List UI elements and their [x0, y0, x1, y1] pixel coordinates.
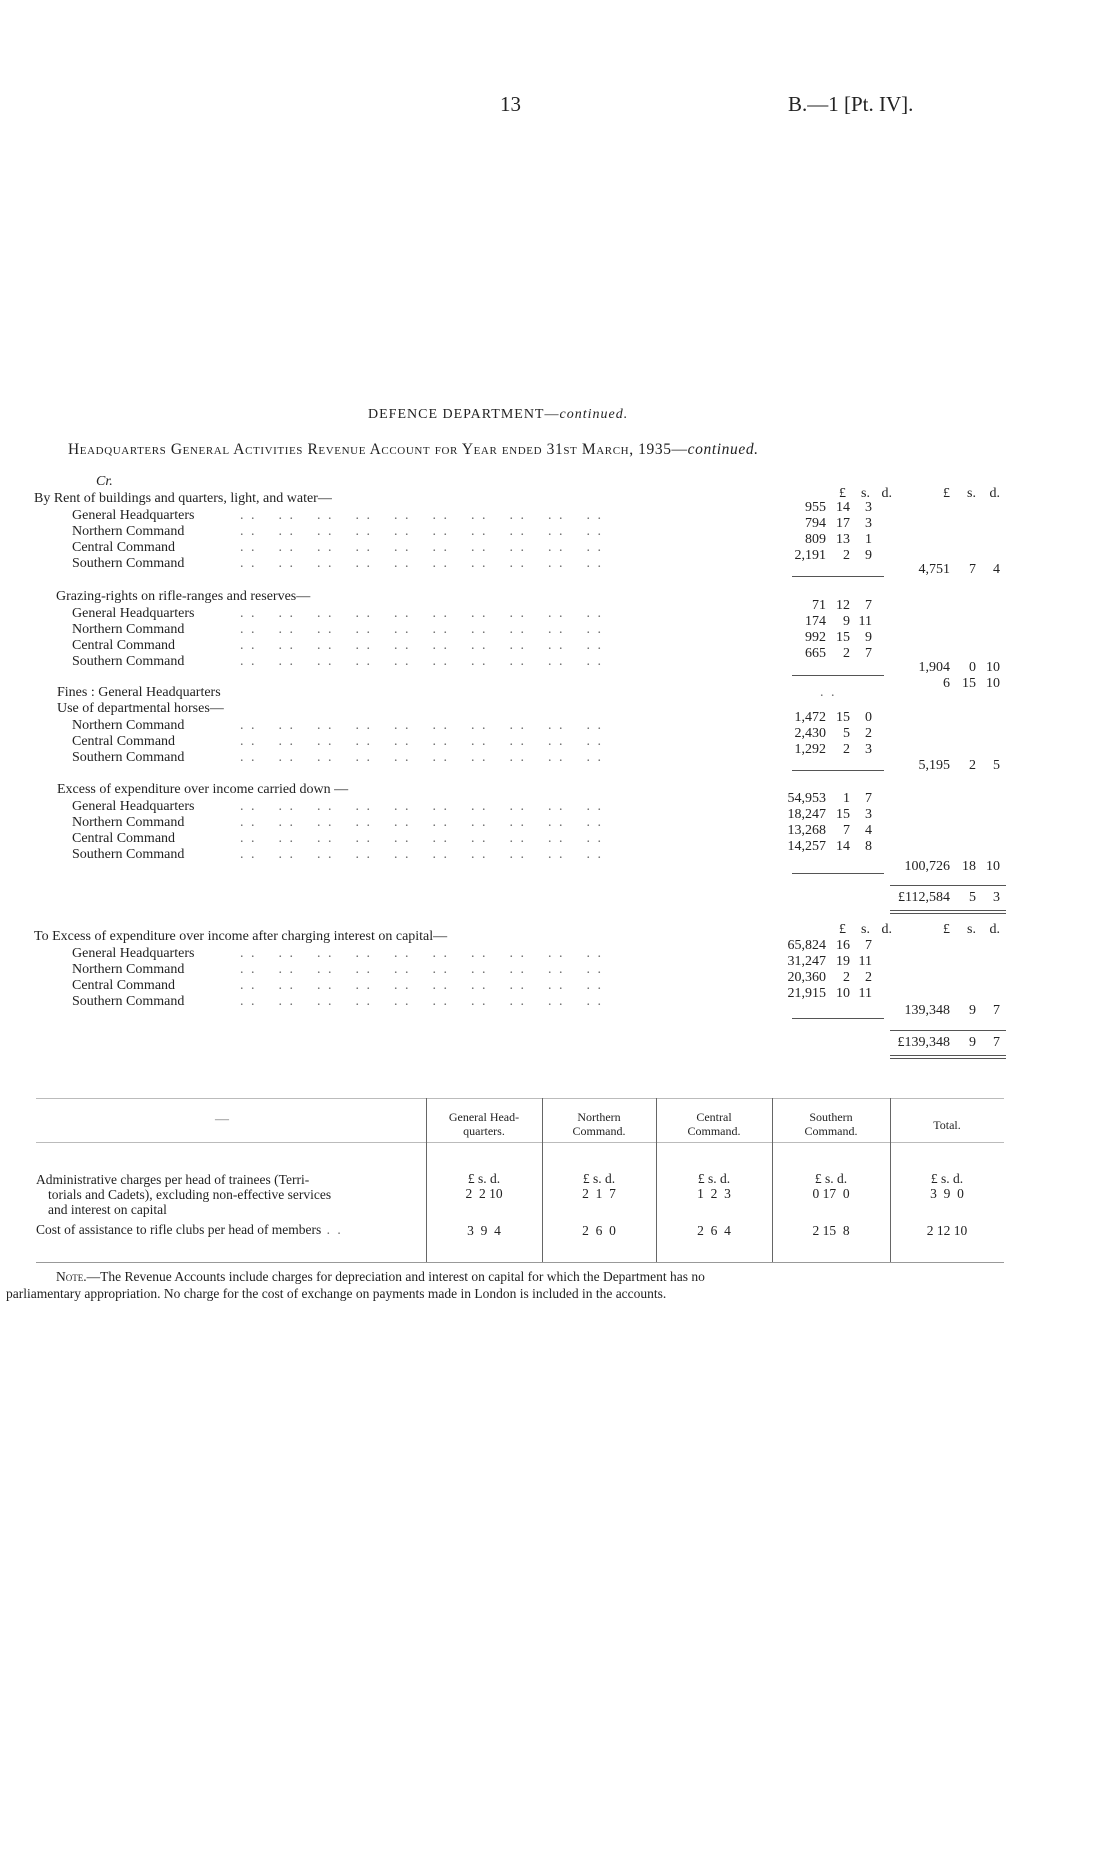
leader-dots: . . . . . . . . . . . . . . . . . . . . [240, 556, 603, 571]
subtotal-fines: 6 15 10 [943, 676, 1000, 691]
leader-dots: . . . . . . . . . . . . . . . . . . . . [240, 978, 603, 993]
section-heading-horses: Use of departmental horses— [57, 701, 224, 716]
leader-dots: . . . . . . . . . . . . . . . . . . . . [240, 622, 603, 637]
table-column-header: Central Command. [687, 1110, 741, 1138]
line-item-amount: 2,430 5 2 [794, 726, 872, 741]
line-item-amount: 809 13 1 [805, 532, 872, 547]
line-item-amount: 65,824 16 7 [787, 938, 872, 953]
line-item-amount: 31,247 19 11 [787, 954, 872, 969]
line-item-label: Southern Command [72, 750, 185, 765]
cr-label: Cr. [96, 474, 113, 489]
leader-dots: . . . . . . . . . . . . . . . . . . . . [240, 847, 603, 862]
note-line-2: parliamentary appropriation. No charge for the cost of exchange on payments made in London is included in the accounts. [6, 1286, 667, 1301]
table-divider-1 [426, 1098, 427, 1262]
leader-dots: . . . . . . . . . . . . . . . . . . . . [240, 799, 603, 814]
leader-dots: . . . . . . . . . . . . . . . . . . . . [240, 750, 603, 765]
leader-dots: . . . . . . . . . . . . . . . . . . . . [240, 508, 603, 523]
leader-dots: . . . . . . . . . . . . . . . . . . . . [240, 815, 603, 830]
line-item-amount: 992 15 9 [805, 630, 872, 645]
subtotal-excess-carried: 100,726 18 10 [904, 859, 1000, 874]
line-item-label: Southern Command [72, 556, 185, 571]
total-rule-bottom-2 [890, 913, 1006, 914]
table-cell-admin: 2 2 10 [465, 1186, 503, 1201]
column-heads-items: £ s. d. [839, 486, 892, 501]
leader-dots: . . . . . . . . . . . . . . . . . . . . [240, 606, 603, 621]
table-divider-5 [890, 1098, 891, 1262]
document-reference: B.—1 [Pt. IV]. [788, 92, 914, 116]
stats-row-label-admin: Administrative charges per head of trainees (Terri- torials and Cadets), excluding non-effective services and interest on capital [36, 1172, 332, 1217]
subtotal-rule-grazing [792, 675, 884, 676]
table-cell-admin: 2 1 7 [582, 1186, 616, 1201]
subtotal-rule-rent [792, 576, 884, 577]
table-unit-heads: £ s. d. [582, 1171, 616, 1186]
subtotal-rule-excess [792, 873, 884, 874]
table-unit-heads: £ s. d. [697, 1171, 731, 1186]
total-rule-top-2 [890, 1030, 1006, 1031]
table-unit-heads: £ s. d. [930, 1171, 964, 1186]
line-item-label: Northern Command [72, 622, 185, 637]
table-cell-admin: 0 17 0 [812, 1186, 850, 1201]
line-item-label: Central Command [72, 978, 176, 993]
total-rule-bottom-1 [890, 910, 1006, 911]
table-column-header: Southern Command. [804, 1110, 858, 1138]
line-item-amount: 2,191 2 9 [794, 548, 872, 563]
leader-dots: . . . . . . . . . . . . . . . . . . . . [240, 946, 603, 961]
line-item-amount: 14,257 14 8 [787, 839, 872, 854]
line-item-amount: 1,292 2 3 [794, 742, 872, 757]
subtotal-rent: 4,751 7 4 [918, 562, 1000, 577]
note-line-1: Note.—The Revenue Accounts include charges for depreciation and interest on capital for which the Department has no [56, 1269, 705, 1284]
leader-dots: . . . . . . . . . . . . . . . . . . . . [240, 994, 603, 1009]
line-item-label: General Headquarters [72, 606, 195, 621]
table-column-header: General Head- quarters. [448, 1110, 520, 1138]
table-head-rule [36, 1142, 1004, 1143]
table-cell-rifle: 2 6 0 [582, 1223, 616, 1238]
column-heads-totals-2: £ s. d. [943, 922, 1000, 937]
table-cell-rifle: 3 9 4 [467, 1223, 501, 1238]
line-item-label: Central Command [72, 831, 176, 846]
subtotal-to-excess: 139,348 9 7 [904, 1003, 1000, 1018]
table-cell-rifle: 2 12 10 [926, 1223, 968, 1238]
subtotal-rule-horses [792, 770, 884, 771]
stats-row-label-rifle: Cost of assistance to rifle clubs per head of members . . [36, 1222, 343, 1237]
table-stub-dash: — [215, 1112, 229, 1127]
line-item-label: Southern Command [72, 847, 185, 862]
table-cell-admin: 3 9 0 [930, 1186, 964, 1201]
line-item-amount: 18,247 15 3 [787, 807, 872, 822]
line-item-label: Central Command [72, 638, 176, 653]
table-divider-4 [772, 1098, 773, 1262]
table-unit-heads: £ s. d. [814, 1171, 848, 1186]
line-item-label: General Headquarters [72, 799, 195, 814]
line-item-amount: 955 14 3 [805, 500, 872, 515]
line-item-label: Central Command [72, 734, 176, 749]
table-divider-3 [656, 1098, 657, 1262]
leader-dots: . . . . . . . . . . . . . . . . . . . . [240, 654, 603, 669]
table-cell-admin: 1 2 3 [697, 1186, 731, 1201]
account-title: Headquarters General Activities Revenue Account for Year ended 31st March, 1935—continued. [68, 441, 759, 458]
line-item-amount: 21,915 10 11 [787, 986, 872, 1001]
column-heads-items-2: £ s. d. [839, 922, 892, 937]
table-unit-heads: £ s. d. [467, 1171, 501, 1186]
table-top-rule [36, 1098, 1004, 1099]
section-heading-excess-carried: Excess of expenditure over income carried down — [57, 782, 349, 797]
subtotal-grazing: 1,904 0 10 [918, 660, 1000, 675]
leader-dots: . . . . . . . . . . . . . . . . . . . . [240, 734, 603, 749]
column-heads-totals: £ s. d. [943, 486, 1000, 501]
excess-grand-total: £139,348 9 7 [897, 1035, 1000, 1050]
grand-total: £112,584 5 3 [898, 890, 1000, 905]
table-cell-rifle: 2 15 8 [812, 1223, 850, 1238]
total-rule-bottom-4 [890, 1058, 1006, 1059]
line-item-amount: 20,360 2 2 [787, 970, 872, 985]
table-cell-rifle: 2 6 4 [697, 1223, 731, 1238]
leader-dots: . . . . . . . . . . . . . . . . . . . . [240, 638, 603, 653]
line-item-label: Northern Command [72, 815, 185, 830]
section-heading-rent: By Rent of buildings and quarters, light, and water— [34, 491, 332, 506]
total-rule-top [890, 885, 1006, 886]
line-item-label: Southern Command [72, 994, 185, 1009]
section-heading-excess-after-interest: To Excess of expenditure over income after charging interest on capital— [34, 929, 448, 944]
line-item-amount: 174 9 11 [805, 614, 872, 629]
line-item-amount: 665 2 7 [805, 646, 872, 661]
section-heading-grazing: Grazing-rights on rifle-ranges and reserves— [56, 589, 311, 604]
page-number: 13 [500, 92, 521, 116]
line-item-label: Northern Command [72, 524, 185, 539]
line-item-label: Central Command [72, 540, 176, 555]
line-item-label: General Headquarters [72, 946, 195, 961]
leader-dots: . . . . . . . . . . . . . . . . . . . . [240, 524, 603, 539]
leader-dots: . . . . . . . . . . . . . . . . . . . . [240, 962, 603, 977]
table-column-header: Northern Command. [572, 1110, 626, 1138]
subtotal-rule-to-excess [792, 1018, 884, 1019]
fines-label: Fines : General Headquarters [57, 685, 221, 700]
department-title: DEFENCE DEPARTMENT—continued. [368, 407, 629, 422]
line-item-amount: 54,953 1 7 [787, 791, 872, 806]
line-item-label: Northern Command [72, 962, 185, 977]
line-item-amount: 794 17 3 [805, 516, 872, 531]
table-bottom-rule [36, 1262, 1004, 1263]
line-item-amount: 13,268 7 4 [787, 823, 872, 838]
leader-dots: . . . . . . . . . . . . . . . . . . . . [240, 718, 603, 733]
line-item-label: Southern Command [72, 654, 185, 669]
line-item-amount: 71 12 7 [812, 598, 872, 613]
fines-dots: . . [820, 685, 837, 700]
total-rule-bottom-3 [890, 1055, 1006, 1056]
leader-dots: . . . . . . . . . . . . . . . . . . . . [240, 540, 603, 555]
subtotal-horses: 5,195 2 5 [918, 758, 1000, 773]
line-item-label: Northern Command [72, 718, 185, 733]
table-column-header: Total. [933, 1118, 961, 1132]
table-divider-2 [542, 1098, 543, 1262]
line-item-label: General Headquarters [72, 508, 195, 523]
leader-dots: . . . . . . . . . . . . . . . . . . . . [240, 831, 603, 846]
line-item-amount: 1,472 15 0 [794, 710, 872, 725]
